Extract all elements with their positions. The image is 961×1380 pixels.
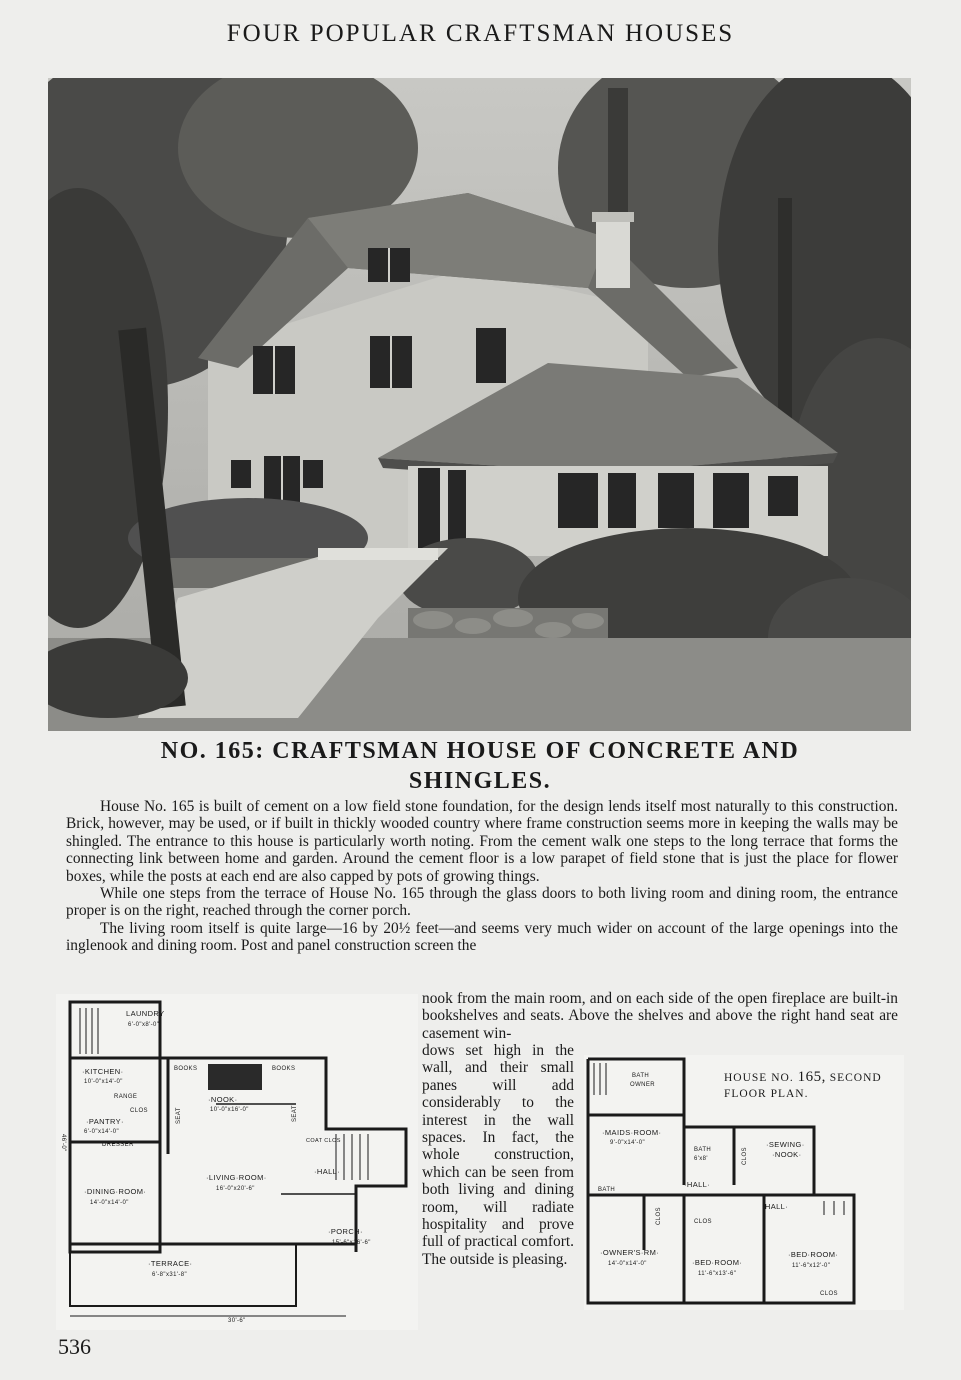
- plan1-clos-label: CLOS: [130, 1108, 148, 1114]
- plan1-seat-right: SEAT: [292, 1105, 298, 1122]
- plan2-clos-d: CLOS: [820, 1291, 838, 1297]
- running-header: FOUR POPULAR CRAFTSMAN HOUSES: [226, 20, 735, 47]
- plan1-coat-clos: COAT CLOS: [306, 1138, 341, 1144]
- plan1-dining-dim: 14'-0"x14'-0": [90, 1200, 129, 1206]
- plan2-bed2-dim: 11'-6"x12'-0": [792, 1263, 831, 1269]
- plan1-laundry-dim: 6'-0"x8'-0": [128, 1022, 160, 1028]
- plan1-living-label: ·LIVING·ROOM·: [206, 1173, 267, 1182]
- paragraph-3: The living room itself is quite large—16 by 20½ feet—and seems very much wider on account of the large openings into the inglenook and dining room. Post and panel construction screen the: [66, 919, 898, 955]
- plan2-clos-c: CLOS: [656, 1207, 662, 1225]
- plan2-owners-dim: 14'-0"x14'-0": [608, 1261, 647, 1267]
- plan1-pantry-dim: 6'-0"x14'-0": [84, 1129, 120, 1135]
- article-body: [66, 798, 898, 955]
- plan1-laundry-label: LAUNDRY: [126, 1009, 165, 1018]
- article-continued-text: nook from the main room, and on each side of the open fireplace are built-in bookshelves and seats. Above the shelves and above the right hand seat are casement win-: [422, 990, 898, 1042]
- plan2-bed2-label: ·BED·ROOM·: [788, 1250, 839, 1259]
- plan2-maids-dim: 9'-0"x14'-0": [610, 1140, 646, 1146]
- paragraph-1: House No. 165 is built of cement on a low field stone foundation, for the design lends itself most naturally to this construction. Brick, however, may be used, or if built in thickly wooded country where frame construction seems more in keeping the walls may be shingled. The entrance to this house is particularly worth noting. From the cement walk one steps to the long terrace that forms the connecting link between home and garden. Around the cement floor is a low parapet of field stone that is just the place for flower boxes, while the posts at each end are also capped by pots of growing things.: [66, 798, 898, 885]
- plan2-bath-top: BATH: [632, 1073, 650, 1079]
- plan2-sewing-sub: ·NOOK·: [772, 1150, 802, 1159]
- plan1-seat-left: SEAT: [176, 1107, 182, 1124]
- first-floor-plan: [56, 994, 418, 1330]
- plan1-dresser-label: DRESSER: [102, 1142, 134, 1148]
- plan2-hall-a: ·HALL·: [684, 1180, 711, 1189]
- plan1-dining-label: ·DINING·ROOM·: [84, 1187, 147, 1196]
- plan1-nook-label: ·NOOK·: [208, 1095, 238, 1104]
- second-floor-caption-suffix: SECOND: [829, 1072, 882, 1084]
- plan2-owners-label: ·OWNER'S·RM·: [600, 1248, 660, 1257]
- plan1-porch-dim: 15'-6"x16'-6": [332, 1240, 371, 1246]
- plan2-hall-b: ·HALL·: [762, 1202, 789, 1211]
- plan1-pantry-label: ·PANTRY·: [86, 1117, 124, 1126]
- article-narrow-column: dows set high in the wall, and their small panes will add considerably to the interest in the wall spaces. In fact, the whole construction, which can be seen from both living and dining room, will radiate hospitality and prove full of practical comfort. The outside is pleasing.: [422, 1042, 574, 1268]
- plan1-terrace-dim: 6'-8"x31'-8": [152, 1272, 188, 1278]
- plan2-clos-b: CLOS: [694, 1219, 712, 1225]
- plan2-bath-top-sub: OWNER: [630, 1082, 655, 1088]
- second-floor-caption-line-1: [724, 1069, 904, 1086]
- second-floor-caption-line-2: FLOOR PLAN.: [724, 1088, 809, 1100]
- plan1-nook-dim: 10'-0"x16'-0": [210, 1107, 249, 1113]
- plan1-books-right: BOOKS: [272, 1066, 296, 1072]
- plan1-width-dim: 30'-6": [228, 1318, 246, 1324]
- article-title-line-2: SHINGLES.: [408, 768, 552, 794]
- plan1-kitchen-label: ·KITCHEN·: [82, 1067, 124, 1076]
- plan2-sewing-label: ·SEWING·: [766, 1140, 805, 1149]
- plan1-side-dim: 46'-0": [60, 1134, 66, 1152]
- paragraph-2: While one steps from the terrace of House No. 165 through the glass doors to both living room and dining room, the entrance proper is on the right, reached through the corner porch.: [66, 885, 898, 920]
- plan2-bath-mid: BATH: [694, 1147, 712, 1153]
- plan2-bed1-label: ·BED·ROOM·: [692, 1258, 743, 1267]
- article-title: [60, 736, 900, 796]
- plan1-range-label: RANGE: [114, 1094, 138, 1100]
- plan2-bath-mid-dim: 6'x8': [694, 1156, 708, 1162]
- house-illustration: [48, 78, 911, 731]
- plan1-kitchen-dim: 10'-0"x14'-0": [84, 1079, 123, 1085]
- plan1-porch-label: ·PORCH·: [328, 1227, 363, 1236]
- plan2-clos-a: CLOS: [742, 1147, 748, 1165]
- plan2-maids-label: ·MAIDS·ROOM·: [602, 1128, 662, 1137]
- second-floor-caption-prefix: HOUSE NO.: [724, 1072, 794, 1084]
- plan1-terrace-label: ·TERRACE·: [148, 1259, 193, 1268]
- page-number: 536: [58, 1334, 91, 1359]
- plan1-books-left: BOOKS: [174, 1066, 198, 1072]
- plan2-bed1-dim: 11'-6"x13'-6": [698, 1271, 737, 1277]
- second-floor-caption-number: 165,: [797, 1069, 826, 1085]
- plan2-bath-left: BATH: [598, 1187, 616, 1193]
- article-title-line-1: NO. 165: CRAFTSMAN HOUSE OF CONCRETE AND: [160, 738, 800, 764]
- plan1-hall-label: ·HALL·: [314, 1167, 341, 1176]
- plan1-living-dim: 16'-0"x20'-6": [216, 1186, 255, 1192]
- second-floor-caption: [724, 1069, 904, 1102]
